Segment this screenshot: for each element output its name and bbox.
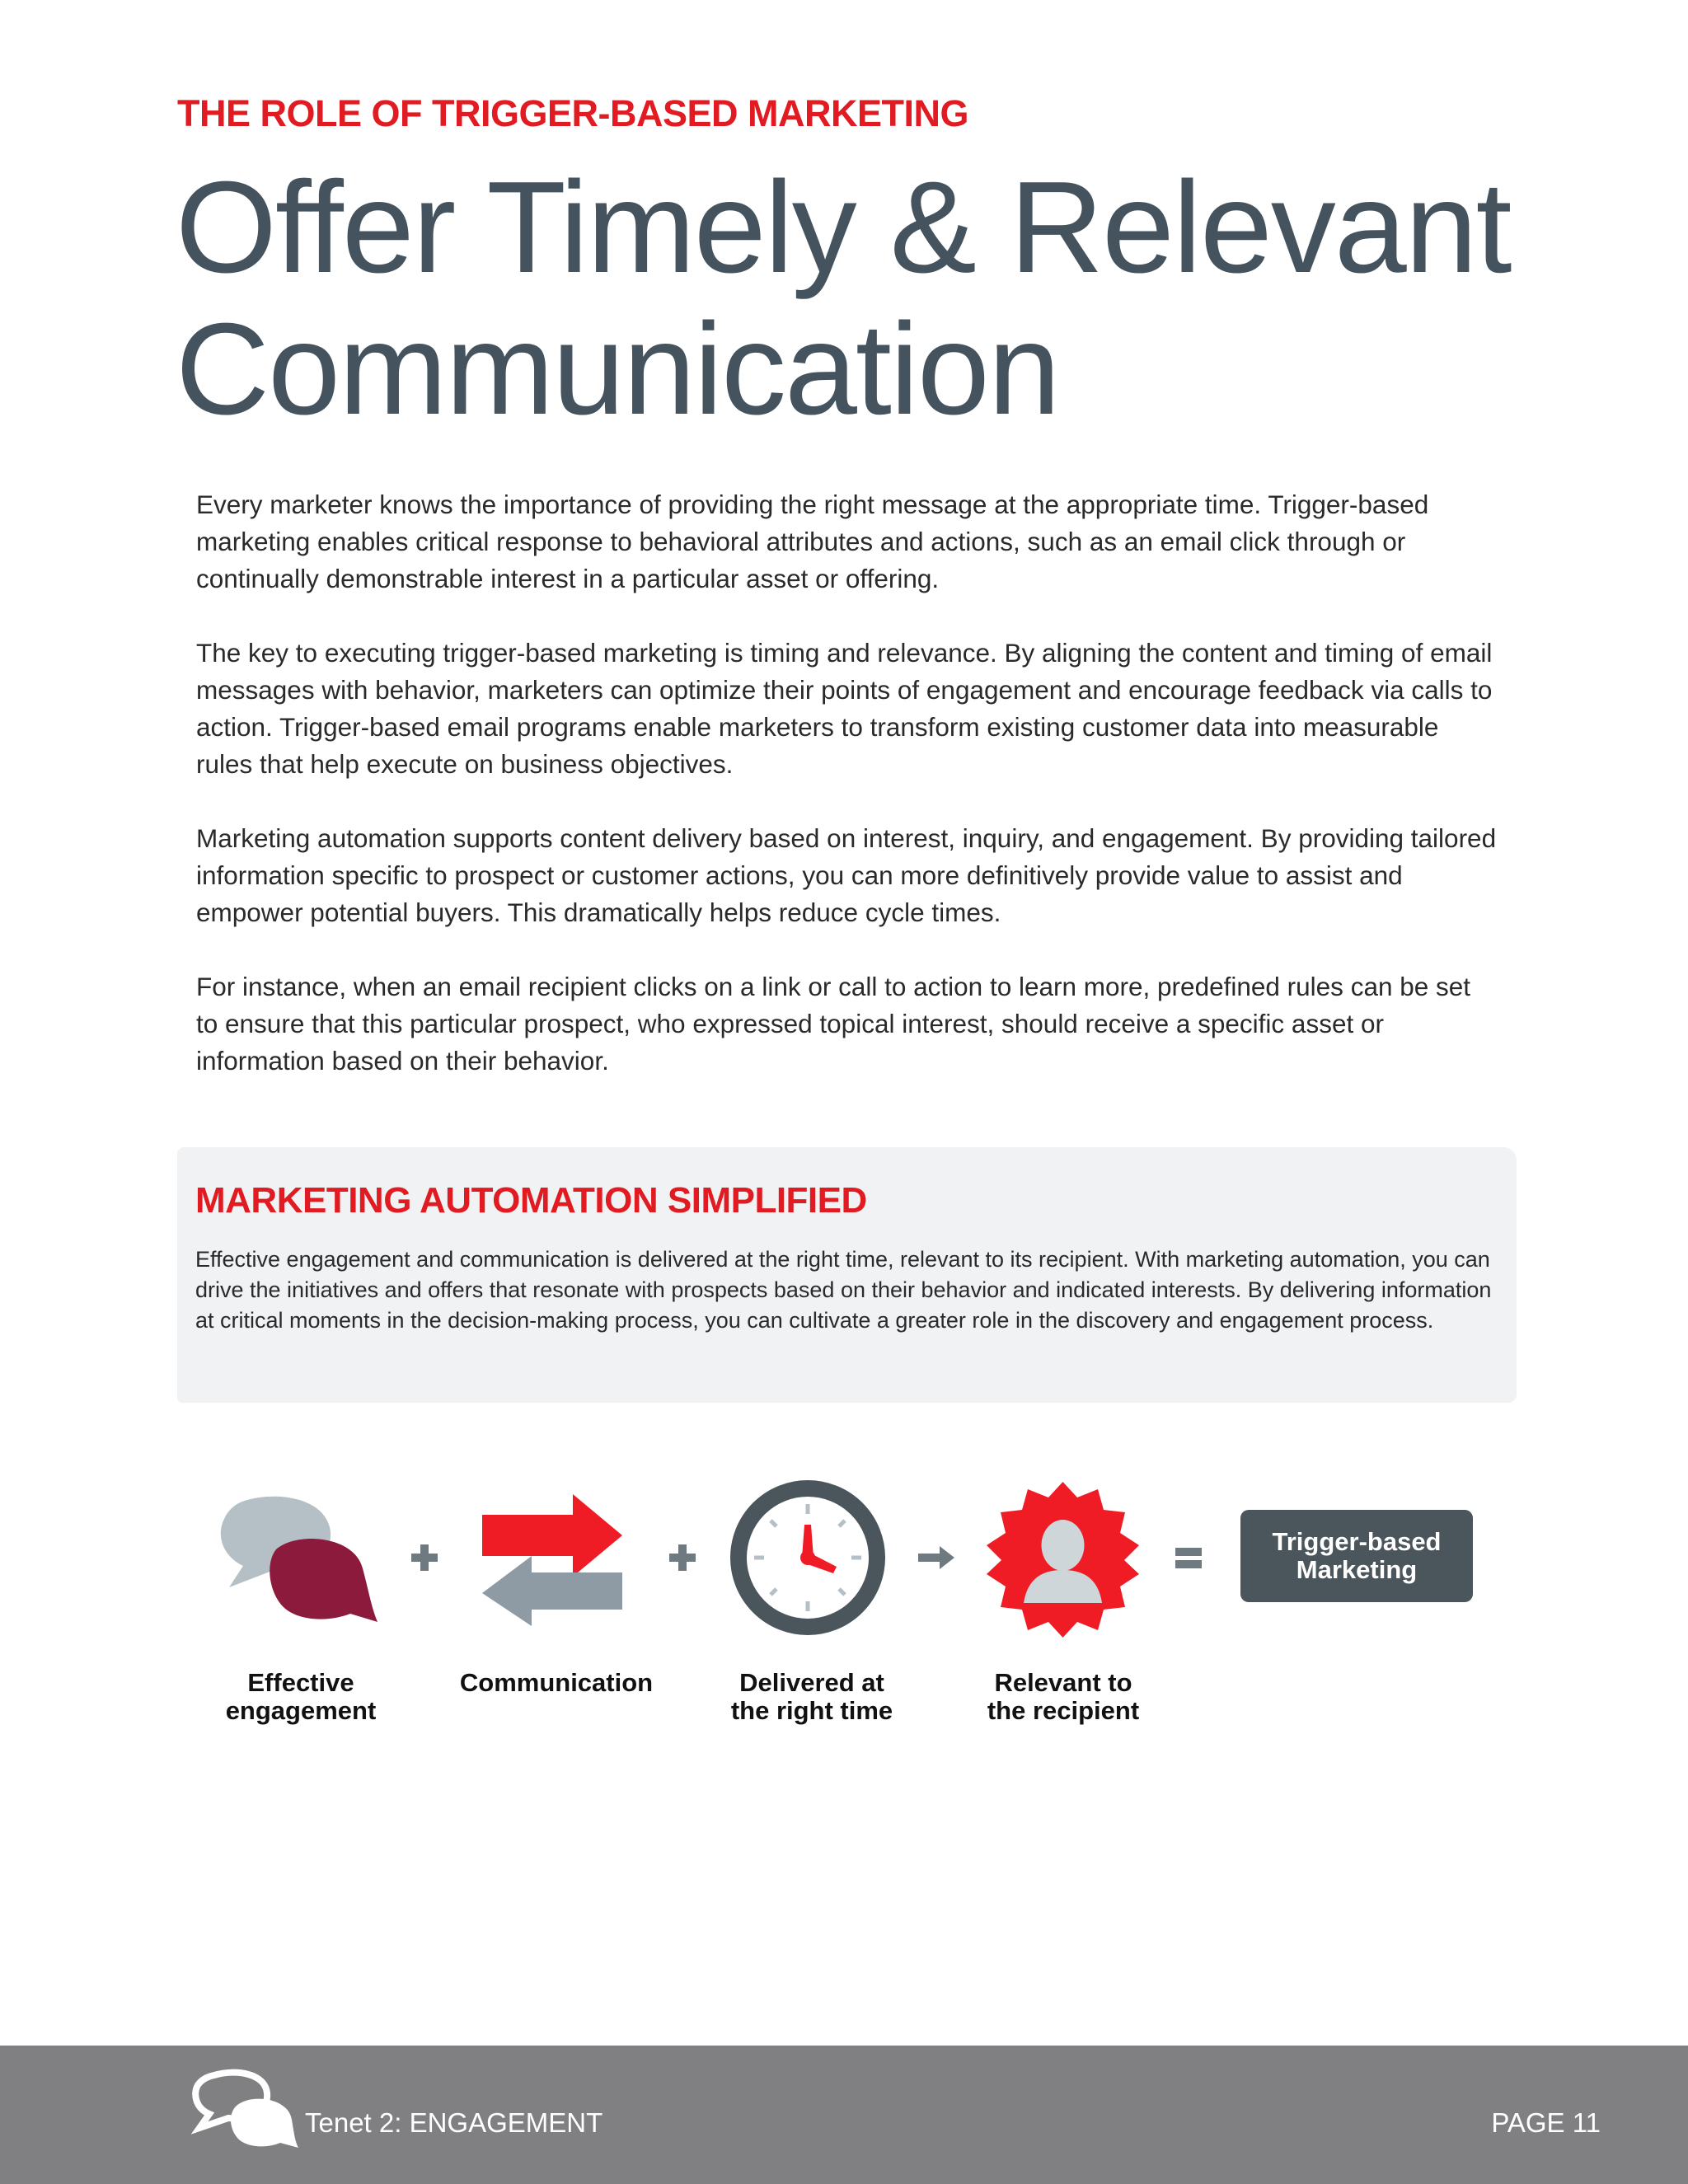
result-line-1: Trigger-based bbox=[1272, 1527, 1442, 1556]
page-title-line-1: Offer Timely & Relevant bbox=[176, 155, 1511, 300]
equals-operator bbox=[1172, 1541, 1205, 1574]
page-title-line-2: Communication bbox=[176, 297, 1059, 442]
footer-label: Tenet 2: ENGAGEMENT bbox=[305, 2107, 603, 2138]
callout-text: Effective engagement and communication is delivered at the right time, relevant to its recipient. With marketing automation, you can drive the initiatives and offers that resonate with prospects based on their behavior and indicated interests. By delivering information at critical moments in the decision-making process, you can cultivate a greater role in the discovery and engagement process. bbox=[195, 1247, 1492, 1333]
body-text bbox=[196, 486, 1498, 1117]
caption-line: Delivered at bbox=[739, 1668, 884, 1697]
caption-effective-engagement bbox=[177, 1669, 424, 1725]
page-number: PAGE 11 bbox=[1491, 2107, 1601, 2138]
caption-line: engagement bbox=[225, 1696, 377, 1725]
caption-line: Effective bbox=[247, 1668, 354, 1697]
speech-bubbles-icon bbox=[191, 2069, 300, 2151]
body-paragraph: For instance, when an email recipient clicks on a link or call to action to learn more, predefined rules can be set to ensure that this particular prospect, who expressed topical interest, should receive a specific asset or information based on their behavior. bbox=[196, 972, 1471, 1076]
result-box bbox=[1240, 1510, 1473, 1602]
page-title bbox=[176, 157, 1577, 440]
caption-line: Communication bbox=[459, 1668, 654, 1697]
body-paragraph: The key to executing trigger-based marketing is timing and relevance. By aligning the content and timing of email messages with behavior, marketers can optimize their points of engagement and encourage feedback via calls to action. Trigger-based email programs enable marketers to transform existing customer data into measurable rules that help execute on business objectives. bbox=[196, 638, 1493, 779]
caption-line: the right time bbox=[730, 1696, 893, 1725]
person-badge-icon bbox=[982, 1479, 1143, 1640]
plus-operator-2 bbox=[666, 1541, 699, 1574]
callout-heading: MARKETING AUTOMATION SIMPLIFIED bbox=[195, 1180, 867, 1221]
body-paragraph: Marketing automation supports content delivery based on interest, inquiry, and engagement. By providing tailored information specific to prospect or customer actions, you can more definitively provide value to assist and empower potential buyers. This dramatically helps reduce cycle times. bbox=[196, 823, 1497, 927]
result-line-2: Marketing bbox=[1296, 1555, 1418, 1584]
speech-bubbles-icon bbox=[214, 1490, 387, 1626]
caption-communication bbox=[433, 1669, 680, 1697]
clock-icon bbox=[729, 1479, 886, 1636]
plus-operator-1 bbox=[408, 1541, 441, 1574]
section-kicker: THE ROLE OF TRIGGER-BASED MARKETING bbox=[177, 92, 968, 134]
caption-relevant bbox=[940, 1669, 1187, 1725]
caption-line: the recipient bbox=[987, 1696, 1140, 1725]
arrow-operator bbox=[917, 1541, 958, 1574]
body-paragraph: Every marketer knows the importance of providing the right message at the appropriate time. Trigger-based marketing enables critical response to behavioral attributes and actions, such as an email click through or continually demonstrable interest in a particular asset or offering. bbox=[196, 490, 1429, 593]
caption-delivered bbox=[688, 1669, 935, 1725]
callout-box bbox=[177, 1147, 1517, 1403]
caption-line: Relevant to bbox=[994, 1668, 1132, 1697]
exchange-arrows-icon bbox=[478, 1490, 626, 1626]
